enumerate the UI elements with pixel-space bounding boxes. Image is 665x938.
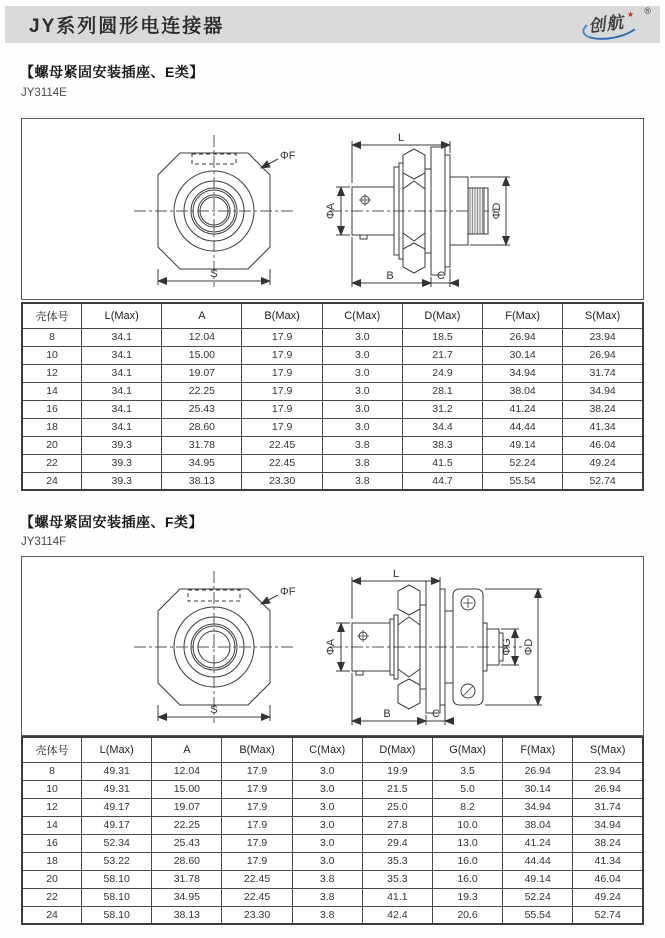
drawing-f-labels: [210, 568, 535, 720]
table-cell: 3.0: [322, 418, 402, 436]
table-row: [22, 472, 643, 490]
table-cell: 20: [22, 436, 82, 454]
column-header: 壳体号: [22, 303, 82, 328]
table-cell: 17.9: [242, 382, 322, 400]
table-cell: 10.0: [432, 816, 502, 834]
logo-star-icon: ★: [626, 9, 634, 19]
table-cell: 30.14: [483, 346, 563, 364]
table-cell: 16: [22, 834, 82, 852]
table-cell: 44.44: [503, 852, 573, 870]
table-cell: 23.94: [573, 762, 643, 780]
table-cell: 12: [22, 798, 82, 816]
table-cell: 17.9: [242, 400, 322, 418]
table-cell: 34.1: [82, 418, 162, 436]
table-cell: 34.95: [162, 454, 242, 472]
section-e-model: JY3114E: [21, 87, 67, 99]
section-f-title: 【螺母紧固安装插座、F类】: [20, 514, 204, 530]
table-cell: 46.04: [563, 436, 643, 454]
table-cell: 31.74: [563, 364, 643, 382]
table-cell: 41.24: [483, 400, 563, 418]
column-header: F(Max): [483, 303, 563, 328]
section-f-model: JY3114F: [21, 536, 67, 548]
table-cell: 34.1: [82, 328, 162, 346]
table-cell: 16: [22, 400, 82, 418]
table-cell: 3.0: [322, 382, 402, 400]
table-cell: 38.24: [563, 400, 643, 418]
table-cell: 12.04: [152, 762, 222, 780]
table-cell: 23.94: [563, 328, 643, 346]
column-header: B(Max): [222, 737, 292, 762]
table-cell: 15.00: [152, 780, 222, 798]
table-cell: 17.9: [222, 834, 292, 852]
table-cell: 35.3: [362, 852, 432, 870]
table-cell: 22: [22, 888, 82, 906]
table-cell: 19.9: [362, 762, 432, 780]
brand-logo: [580, 7, 652, 43]
table-cell: 30.14: [503, 780, 573, 798]
table-cell: 49.17: [82, 798, 152, 816]
table-cell: 41.34: [573, 852, 643, 870]
table-cell: 49.31: [82, 780, 152, 798]
table-cell: 16.0: [432, 870, 502, 888]
table-cell: 14: [22, 816, 82, 834]
dimension-table-e: [21, 302, 644, 491]
phi-d-label: ΦD: [491, 202, 503, 220]
table-cell: 3.0: [322, 346, 402, 364]
table-cell: 25.43: [152, 834, 222, 852]
page-header: [5, 6, 660, 43]
hex-nut-bottom: [403, 243, 425, 273]
table-row: [22, 400, 643, 418]
table-row: [22, 382, 643, 400]
table-cell: 44.7: [402, 472, 482, 490]
table-cell: 18: [22, 418, 82, 436]
table-row: [22, 888, 643, 906]
l-label: L: [397, 132, 405, 144]
table-cell: 20: [22, 870, 82, 888]
table-cell: 49.14: [503, 870, 573, 888]
table-cell: 41.24: [503, 834, 573, 852]
phi-g-label: ΦG: [501, 638, 513, 656]
table-cell: 31.78: [152, 870, 222, 888]
table-cell: 18: [22, 852, 82, 870]
table-cell: 29.4: [362, 834, 432, 852]
table-cell: 17.9: [222, 762, 292, 780]
table-cell: 53.22: [82, 852, 152, 870]
b-label: B: [386, 270, 394, 282]
column-header: S(Max): [563, 303, 643, 328]
table-cell: 31.74: [573, 798, 643, 816]
table-cell: 39.3: [82, 454, 162, 472]
table-cell: 55.54: [483, 472, 563, 490]
table-cell: 17.9: [242, 418, 322, 436]
table-cell: 22.45: [222, 870, 292, 888]
table-cell: 22.45: [222, 888, 292, 906]
s-label: S: [210, 268, 218, 280]
table-cell: 17.9: [222, 816, 292, 834]
dimension-table-f: [21, 736, 644, 925]
table-row: [22, 762, 643, 780]
table-cell: 38.24: [573, 834, 643, 852]
table-cell: 42.4: [362, 906, 432, 924]
table-cell: 49.17: [82, 816, 152, 834]
table-cell: 3.0: [292, 762, 362, 780]
table-cell: 3.5: [432, 762, 502, 780]
column-header: A: [162, 303, 242, 328]
table-cell: 39.3: [82, 436, 162, 454]
table-cell: 22.45: [242, 436, 322, 454]
table-cell: 58.10: [82, 906, 152, 924]
table-header-row: [22, 737, 643, 762]
table-cell: 52.34: [82, 834, 152, 852]
table-cell: 21.7: [402, 346, 482, 364]
table-cell: 28.60: [152, 852, 222, 870]
logo-registered-mark: ®: [644, 5, 651, 16]
table-cell: 31.78: [162, 436, 242, 454]
table-row: [22, 798, 643, 816]
table-cell: 3.0: [292, 780, 362, 798]
column-header: B(Max): [242, 303, 322, 328]
table-cell: 3.8: [322, 454, 402, 472]
table-cell: 22.25: [152, 816, 222, 834]
table-cell: 3.8: [292, 870, 362, 888]
table-cell: 34.94: [503, 798, 573, 816]
table-row: [22, 834, 643, 852]
table-cell: 25.0: [362, 798, 432, 816]
table-cell: 24: [22, 906, 82, 924]
table-cell: 41.34: [563, 418, 643, 436]
table-cell: 22: [22, 454, 82, 472]
table-cell: 49.24: [563, 454, 643, 472]
table-cell: 34.1: [82, 382, 162, 400]
table-cell: 52.24: [503, 888, 573, 906]
logo-text: 创航: [587, 12, 626, 36]
drawing-f-svg: [22, 557, 643, 735]
table-cell: 35.3: [362, 870, 432, 888]
drawing-f: [21, 556, 644, 736]
table-cell: 3.0: [292, 852, 362, 870]
table-cell: 3.8: [292, 888, 362, 906]
table-cell: 38.13: [152, 906, 222, 924]
table-cell: 17.9: [222, 852, 292, 870]
table-cell: 10: [22, 346, 82, 364]
table-cell: 26.94: [573, 780, 643, 798]
table-cell: 3.8: [292, 906, 362, 924]
table-row: [22, 436, 643, 454]
table-row: [22, 780, 643, 798]
table-cell: 3.8: [322, 436, 402, 454]
table-cell: 49.24: [573, 888, 643, 906]
hex-nut-bottom: [398, 679, 420, 709]
table-cell: 26.94: [503, 762, 573, 780]
table-row: [22, 346, 643, 364]
table-cell: 17.9: [222, 798, 292, 816]
table-cell: 52.74: [573, 906, 643, 924]
c-label: C: [437, 270, 445, 282]
column-header: A: [152, 737, 222, 762]
column-header: C(Max): [292, 737, 362, 762]
phi-f-leader: [261, 595, 278, 604]
table-cell: 23.30: [242, 472, 322, 490]
phi-f-label: ΦF: [280, 150, 296, 162]
table-cell: 3.0: [322, 400, 402, 418]
table-cell: 34.1: [82, 400, 162, 418]
table-row: [22, 364, 643, 382]
phi-d-label: ΦD: [523, 638, 535, 656]
table-cell: 26.94: [563, 346, 643, 364]
table-row: [22, 816, 643, 834]
table-cell: 34.94: [573, 816, 643, 834]
table-cell: 16.0: [432, 852, 502, 870]
table-cell: 34.1: [82, 346, 162, 364]
table-cell: 41.5: [402, 454, 482, 472]
hex-nut-top: [398, 585, 420, 615]
column-header: D(Max): [362, 737, 432, 762]
table-cell: 3.0: [292, 798, 362, 816]
hex-nut-top: [403, 149, 425, 179]
table-cell: 34.4: [402, 418, 482, 436]
table-cell: 58.10: [82, 870, 152, 888]
table-cell: 38.04: [503, 816, 573, 834]
table-cell: 46.04: [573, 870, 643, 888]
table-cell: 49.31: [82, 762, 152, 780]
table-cell: 28.60: [162, 418, 242, 436]
column-header: D(Max): [402, 303, 482, 328]
table-cell: 28.1: [402, 382, 482, 400]
table-cell: 38.13: [162, 472, 242, 490]
table-cell: 12.04: [162, 328, 242, 346]
front-view-f: [134, 571, 294, 723]
page-title: JY系列圆形电连接器: [29, 16, 225, 37]
table-row: [22, 906, 643, 924]
table-cell: 26.94: [483, 328, 563, 346]
l-label: L: [392, 568, 400, 580]
table-cell: 18.5: [402, 328, 482, 346]
table-cell: 3.0: [322, 328, 402, 346]
table-cell: 3.8: [322, 472, 402, 490]
table-cell: 49.14: [483, 436, 563, 454]
table-row: [22, 870, 643, 888]
section-e-title: 【螺母紧固安装插座、E类】: [20, 64, 204, 80]
table-cell: 23.30: [222, 906, 292, 924]
table-cell: 55.54: [503, 906, 573, 924]
table-cell: 24.9: [402, 364, 482, 382]
table-cell: 34.1: [82, 364, 162, 382]
table-cell: 19.3: [432, 888, 502, 906]
phi-f-leader: [261, 159, 278, 168]
column-header: L(Max): [82, 737, 152, 762]
table-cell: 17.9: [242, 328, 322, 346]
s-label: S: [210, 704, 218, 716]
table-cell: 3.0: [292, 816, 362, 834]
b-label: B: [383, 708, 391, 720]
table-cell: 17.9: [222, 780, 292, 798]
table-cell: 52.24: [483, 454, 563, 472]
column-header: C(Max): [322, 303, 402, 328]
table-cell: 3.0: [292, 834, 362, 852]
table-cell: 22.25: [162, 382, 242, 400]
table-cell: 38.04: [483, 382, 563, 400]
column-header: 壳体号: [22, 737, 82, 762]
phi-f-label: ΦF: [280, 586, 296, 598]
table-cell: 8: [22, 762, 82, 780]
table-cell: 41.1: [362, 888, 432, 906]
table-cell: 22.45: [242, 454, 322, 472]
phi-a-label: ΦA: [325, 202, 337, 220]
table-cell: 8.2: [432, 798, 502, 816]
table-cell: 52.74: [563, 472, 643, 490]
table-cell: 13.0: [432, 834, 502, 852]
table-cell: 15.00: [162, 346, 242, 364]
column-header: G(Max): [432, 737, 502, 762]
table-cell: 12: [22, 364, 82, 382]
table-cell: 19.07: [162, 364, 242, 382]
table-cell: 10: [22, 780, 82, 798]
table-cell: 39.3: [82, 472, 162, 490]
table-cell: 34.94: [563, 382, 643, 400]
table-cell: 27.8: [362, 816, 432, 834]
table-cell: 3.0: [322, 364, 402, 382]
table-row: [22, 454, 643, 472]
table-cell: 24: [22, 472, 82, 490]
drawing-e-svg: [22, 119, 643, 299]
table-cell: 8: [22, 328, 82, 346]
front-view-e: [134, 135, 294, 287]
table-cell: 20.6: [432, 906, 502, 924]
table-row: [22, 328, 643, 346]
c-label: C: [432, 708, 440, 720]
table-row: [22, 852, 643, 870]
table-cell: 17.9: [242, 346, 322, 364]
table-cell: 34.95: [152, 888, 222, 906]
table-cell: 58.10: [82, 888, 152, 906]
table-row: [22, 418, 643, 436]
column-header: S(Max): [573, 737, 643, 762]
drawing-e: [21, 118, 644, 300]
table-cell: 17.9: [242, 364, 322, 382]
table-cell: 31.2: [402, 400, 482, 418]
table-cell: 5.0: [432, 780, 502, 798]
table-cell: 38.3: [402, 436, 482, 454]
table-cell: 34.94: [483, 364, 563, 382]
column-header: F(Max): [503, 737, 573, 762]
phi-a-label: ΦA: [325, 638, 337, 656]
table-cell: 44.44: [483, 418, 563, 436]
table-cell: 19.07: [152, 798, 222, 816]
table-cell: 21.5: [362, 780, 432, 798]
table-header-row: [22, 303, 643, 328]
column-header: L(Max): [82, 303, 162, 328]
table-cell: 14: [22, 382, 82, 400]
side-view-e: [330, 141, 510, 287]
table-cell: 25.43: [162, 400, 242, 418]
